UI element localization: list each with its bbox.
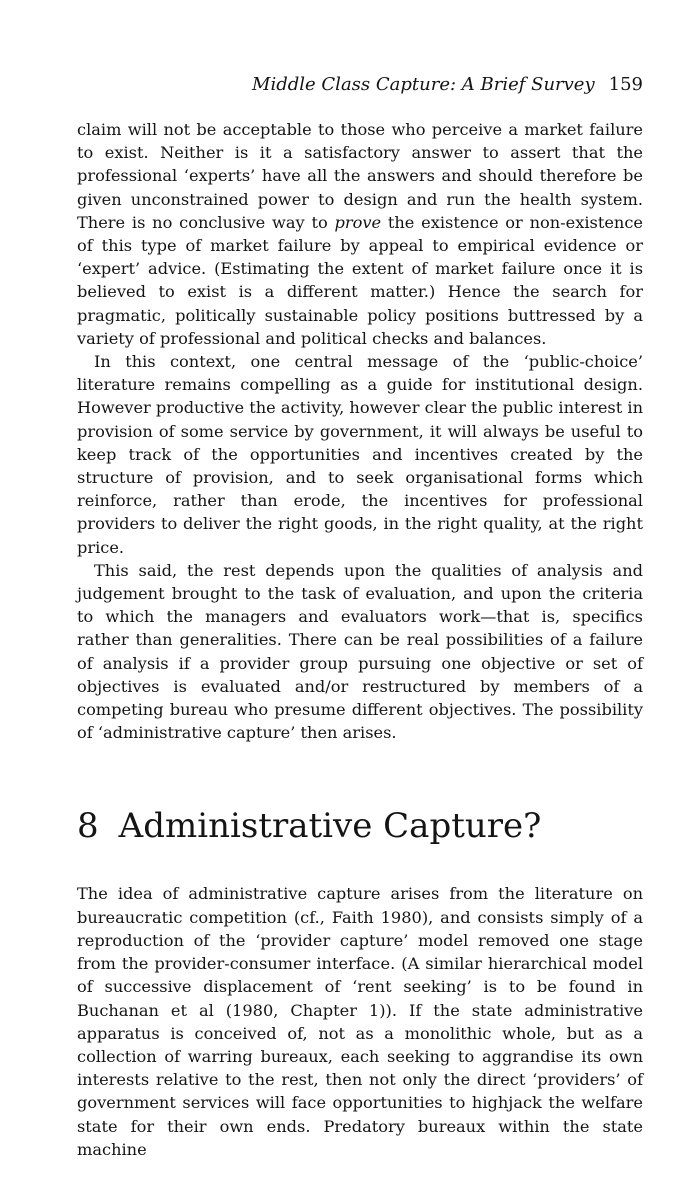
paragraph-2: In this context, one central message of the ‘public-choice’ literature remains compelling as a guide for institutional design. However productive the activity, however clear the public interest in provision of some service by government, it will always be useful to keep track of the opportunities and incentives created by the structure of provision, and to seek organisational forms which reinforce, rather than erode, the incentives for professional providers to deliver the right goods, in the right quality, at the right price. [77,352,643,557]
running-header [77,74,643,102]
section-number: 8 [77,806,99,847]
paragraph-1 [77,118,643,350]
paragraph-1-text-start: claim will not be acceptable to those who perceive a market failure to exist. Neither is it a satisfactory answer to assert that the professional ‘experts’ have all the answers and should therefore be given unconstrained power to design and run the health system. There is no conclusive way to [77,120,643,232]
book-page [77,74,643,1161]
paragraph-1-text-end: the existence or non-existence of this type of market failure by appeal to empirical evidence or ‘expert’ advice. (Estimating the extent of market failure once it is believed to exist is a different matter.) Hence the search for pragmatic, politically sustainable policy positions buttressed by a variety of professional and political checks and balances. [77,212,643,348]
section-title: Administrative Capture? [118,806,542,847]
section-paragraph-1: The idea of administrative capture arises from the literature on bureaucratic competition (cf., Faith 1980), and consists simply of a reproduction of the ‘provider capture’ model removed one stage from the provider-consumer interface. (A similar hierarchical model of successive displacement of ‘rent seeking’ is to be found in Buchanan et al (1980, Chapter 1)). If the state administrative apparatus is conceived of, not as a monolithic whole, but as a collection of warring bureaux, each seeking to aggrandise its own interests relative to the rest, then not only the direct ‘providers’ of government services will face opportunities to highjack the welfare state for their own ends. Predatory bureaux within the state machine [77,884,643,1159]
paragraph-1-emphasis: prove [334,212,382,232]
section-heading [77,806,643,846]
body-text [77,118,643,744]
paragraph-3: This said, the rest depends upon the qualities of analysis and judgement brought to the task of evaluation, and upon the criteria to which the managers and evaluators work—that is, specifics rather than generalities. There can be real possibilities of a failure of analysis if a provider group pursuing one objective or set of objectives is evaluated and/or restructured by members of a competing bureau who presume different objectives. The possibility of ‘administrative capture’ then arises. [77,560,643,743]
page-number: 159 [608,74,643,95]
section-body [77,882,643,1160]
running-title: Middle Class Capture: A Brief Survey [252,74,595,95]
